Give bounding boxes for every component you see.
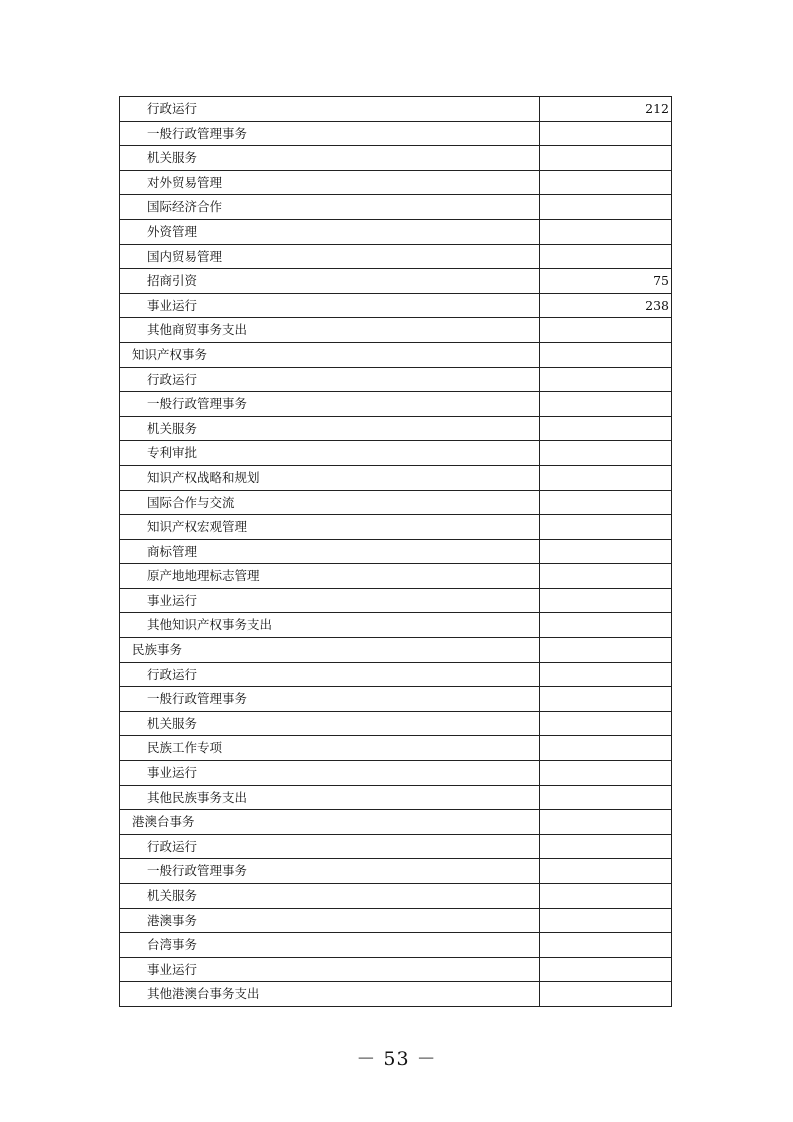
table-row: [120, 342, 672, 367]
amount-cell: [540, 318, 672, 343]
amount-cell: [540, 810, 672, 835]
item-name-cell: 机关服务: [120, 884, 540, 909]
item-name-cell: 事业运行: [120, 588, 540, 613]
item-name-cell: 知识产权宏观管理: [120, 515, 540, 540]
expenditure-table: [119, 96, 672, 1007]
table-row: [120, 416, 672, 441]
table-row: [120, 515, 672, 540]
amount-cell: [540, 170, 672, 195]
item-name-cell: 港澳事务: [120, 908, 540, 933]
table-row: [120, 564, 672, 589]
table-row: [120, 933, 672, 958]
amount-cell: [540, 982, 672, 1007]
amount-cell: [540, 515, 672, 540]
item-name-cell: 机关服务: [120, 416, 540, 441]
expenditure-table-body: [120, 97, 672, 1007]
table-row: [120, 711, 672, 736]
amount-cell: [540, 465, 672, 490]
item-name-cell: 商标管理: [120, 539, 540, 564]
table-row: [120, 367, 672, 392]
item-name-cell: 事业运行: [120, 957, 540, 982]
amount-cell: [540, 613, 672, 638]
amount-cell: [540, 121, 672, 146]
amount-cell: [540, 195, 672, 220]
item-name-cell: 国际经济合作: [120, 195, 540, 220]
table-row: [120, 441, 672, 466]
item-name-cell: 民族工作专项: [120, 736, 540, 761]
amount-cell: [540, 244, 672, 269]
table-row: [120, 761, 672, 786]
table-row: [120, 97, 672, 122]
item-name-cell: 原产地地理标志管理: [120, 564, 540, 589]
item-name-cell: 国际合作与交流: [120, 490, 540, 515]
table-row: [120, 859, 672, 884]
amount-cell: [540, 219, 672, 244]
amount-cell: [540, 638, 672, 663]
table-row: [120, 982, 672, 1007]
amount-cell: [540, 588, 672, 613]
amount-cell: [540, 392, 672, 417]
table-row: [120, 785, 672, 810]
amount-cell: [540, 711, 672, 736]
amount-cell: [540, 736, 672, 761]
amount-cell: [540, 367, 672, 392]
item-name-cell: 一般行政管理事务: [120, 392, 540, 417]
item-name-cell: 外资管理: [120, 219, 540, 244]
item-name-cell: 一般行政管理事务: [120, 687, 540, 712]
item-name-cell: 事业运行: [120, 761, 540, 786]
amount-cell: [540, 564, 672, 589]
table-row: [120, 195, 672, 220]
amount-cell: [540, 957, 672, 982]
table-row: [120, 392, 672, 417]
table-row: [120, 318, 672, 343]
item-name-cell: 一般行政管理事务: [120, 859, 540, 884]
table-row: [120, 121, 672, 146]
table-row: [120, 244, 672, 269]
amount-cell: [540, 146, 672, 171]
table-row: [120, 219, 672, 244]
table-row: [120, 490, 672, 515]
amount-cell: [540, 342, 672, 367]
item-name-cell: 行政运行: [120, 662, 540, 687]
category-name-cell: 知识产权事务: [120, 342, 540, 367]
table-row: [120, 810, 672, 835]
item-name-cell: 其他知识产权事务支出: [120, 613, 540, 638]
amount-cell: [540, 884, 672, 909]
table-row: [120, 588, 672, 613]
item-name-cell: 国内贸易管理: [120, 244, 540, 269]
item-name-cell: 其他民族事务支出: [120, 785, 540, 810]
category-name-cell: 民族事务: [120, 638, 540, 663]
table-row: [120, 687, 672, 712]
category-name-cell: 港澳台事务: [120, 810, 540, 835]
page-number: － 53 －: [356, 1048, 437, 1070]
amount-cell: [540, 416, 672, 441]
item-name-cell: 事业运行: [120, 293, 540, 318]
amount-cell: [540, 785, 672, 810]
item-name-cell: 机关服务: [120, 146, 540, 171]
item-name-cell: 行政运行: [120, 367, 540, 392]
item-name-cell: 其他港澳台事务支出: [120, 982, 540, 1007]
table-row: [120, 834, 672, 859]
amount-cell: [540, 490, 672, 515]
table-row: [120, 146, 672, 171]
table-row: [120, 170, 672, 195]
table-row: [120, 908, 672, 933]
item-name-cell: 行政运行: [120, 97, 540, 122]
table-row: [120, 293, 672, 318]
amount-cell: [540, 908, 672, 933]
amount-cell: [540, 834, 672, 859]
amount-cell: [540, 761, 672, 786]
table-row: [120, 638, 672, 663]
table-row: [120, 957, 672, 982]
amount-cell: [540, 933, 672, 958]
amount-cell: [540, 859, 672, 884]
table-row: [120, 269, 672, 294]
table-row: [120, 662, 672, 687]
item-name-cell: 机关服务: [120, 711, 540, 736]
amount-cell: 75: [540, 269, 672, 294]
table-row: [120, 613, 672, 638]
item-name-cell: 一般行政管理事务: [120, 121, 540, 146]
item-name-cell: 行政运行: [120, 834, 540, 859]
item-name-cell: 专利审批: [120, 441, 540, 466]
item-name-cell: 知识产权战略和规划: [120, 465, 540, 490]
amount-cell: [540, 662, 672, 687]
table-row: [120, 884, 672, 909]
amount-cell: [540, 441, 672, 466]
item-name-cell: 招商引资: [120, 269, 540, 294]
amount-cell: [540, 539, 672, 564]
item-name-cell: 台湾事务: [120, 933, 540, 958]
amount-cell: 238: [540, 293, 672, 318]
table-row: [120, 539, 672, 564]
amount-cell: [540, 687, 672, 712]
amount-cell: 212: [540, 97, 672, 122]
table-row: [120, 465, 672, 490]
item-name-cell: 其他商贸事务支出: [120, 318, 540, 343]
item-name-cell: 对外贸易管理: [120, 170, 540, 195]
table-row: [120, 736, 672, 761]
